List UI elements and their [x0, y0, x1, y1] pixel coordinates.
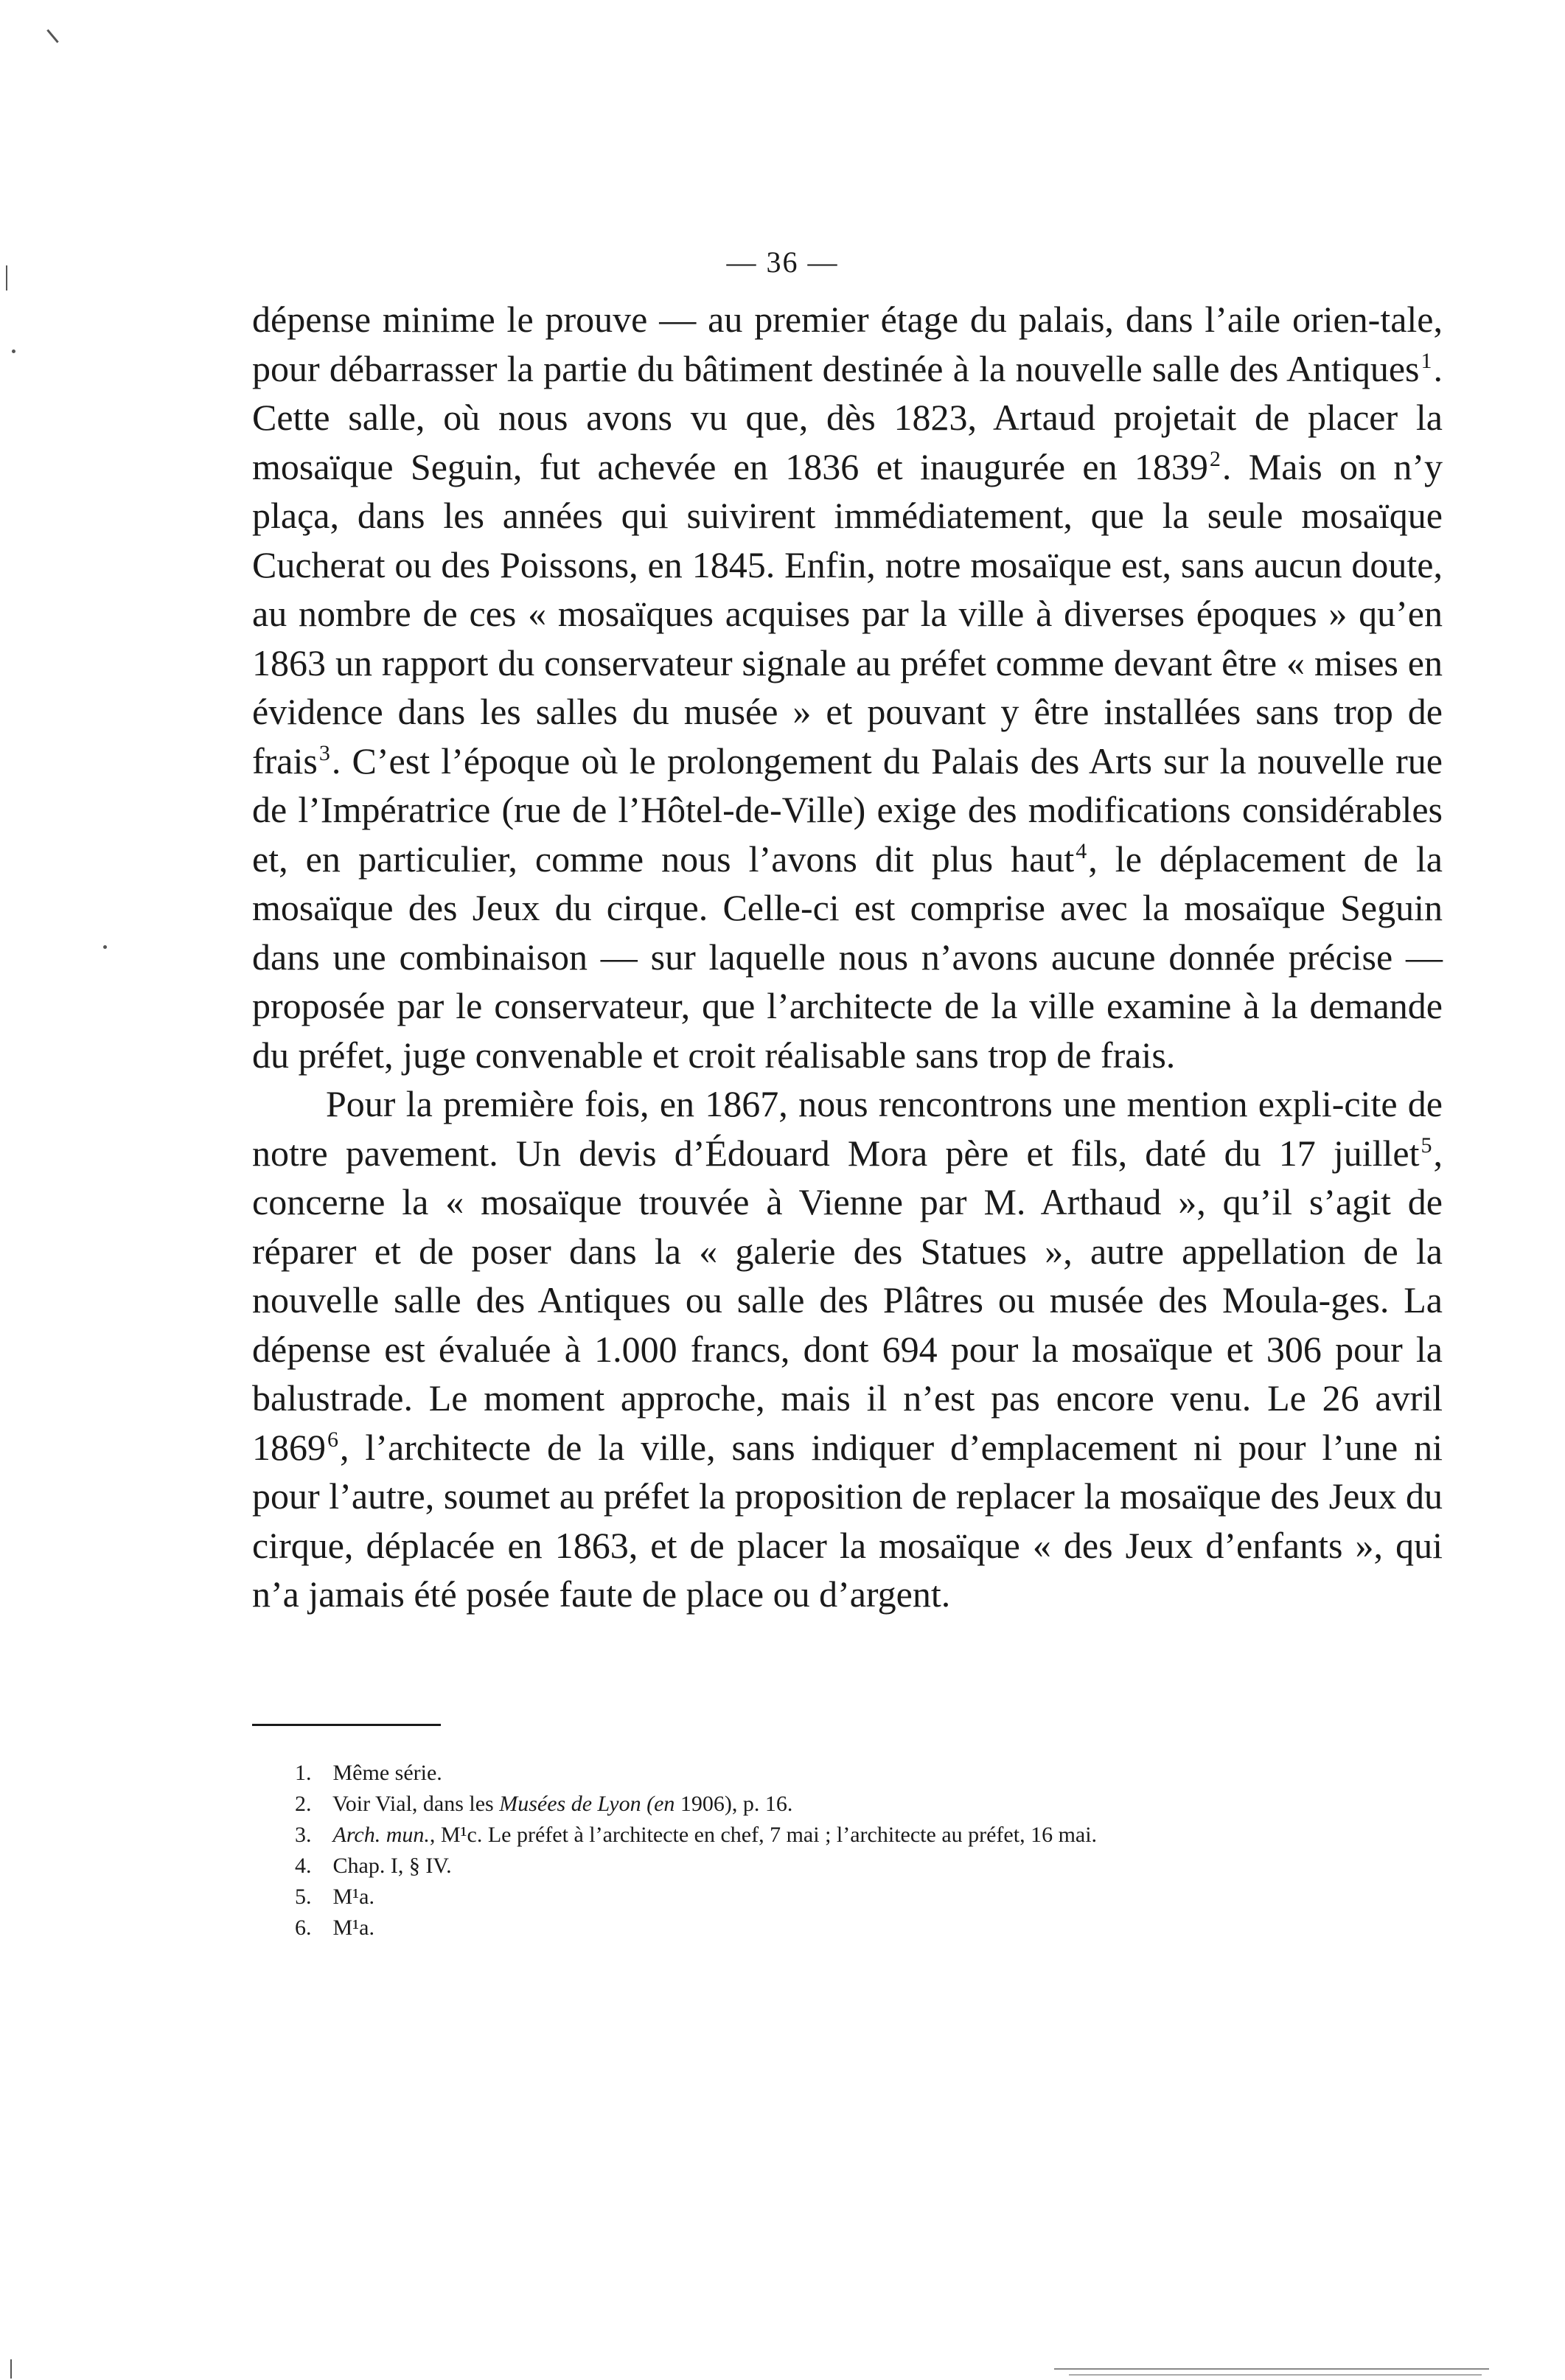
scan-mark	[12, 349, 15, 353]
footnote-number: 1.	[295, 1761, 312, 1785]
footnote-ref: 4	[1076, 838, 1087, 863]
footnote-text: Chap. I, § IV.	[332, 1854, 452, 1878]
footnote-text: M¹a.	[332, 1885, 374, 1909]
footnote-number: 6.	[295, 1916, 312, 1940]
footnote-text: , M¹c. Le préfet à l’architecte en chef, 7 mai ; l’architecte au préfet, 16 mai.	[429, 1823, 1098, 1847]
text-segment: . C’est l’époque où le prolongement du Palais des Arts sur la nouvelle rue de l’Impératrice (rue de l’Hôtel-de-Ville) exige des modifications considérables et, en particulier, comme nous l’avons dit plus haut	[252, 740, 1443, 880]
body-text	[252, 295, 1443, 1619]
footnote-text: Même série.	[332, 1761, 442, 1785]
text-segment: . Mais on n’y plaça, dans les années qui suivirent immédiatement, que la seule mosaïque Cucherat ou des Poissons, en 1845. Enfin, notre mosaïque est, sans aucun doute, au nombre de ces « mosaïques acquises par la ville à diverses époques » qu’en 1863 un rapport du conservateur signale au préfet comme devant être « mises en évidence dans les salles du musée » et pouvant y être installées sans trop de frais	[252, 445, 1443, 782]
footnote	[295, 1758, 1386, 1789]
footnote-separator	[252, 1724, 441, 1726]
scan-mark	[103, 945, 107, 949]
footnote-ref: 5	[1421, 1132, 1432, 1158]
footnote-italic: Arch. mun.	[332, 1823, 430, 1847]
footnote	[295, 1913, 1386, 1944]
footnote-ref: 1	[1421, 348, 1432, 373]
text-segment: dépense minime le prouve — au premier étage du palais, dans l’aile orien-tale, pour débarrasser la partie du bâtiment destinée à la nouvelle salle des Antiques	[252, 299, 1443, 389]
scan-mark	[1069, 2374, 1482, 2376]
footnote-number: 4.	[295, 1854, 312, 1878]
footnote	[295, 1789, 1386, 1820]
paragraph-1	[252, 295, 1443, 1079]
page-number: — 36 —	[726, 246, 839, 279]
footnote	[295, 1851, 1386, 1882]
footnote-number: 5.	[295, 1885, 312, 1909]
footnote-ref: 3	[318, 740, 330, 765]
scan-mark	[10, 2359, 12, 2379]
footnote	[295, 1820, 1386, 1851]
text-segment: , le déplacement de la mosaïque des Jeux du cirque. Celle-ci est comprise avec la mosaïque Seguin dans une combinaison — sur laquelle nous n’avons aucune donnée précise — proposée par le conservateur, que l’architecte de la ville examine à la demande du préfet, juge convenable et croit réalisable sans trop de frais.	[252, 838, 1443, 1076]
footnote-text: Voir Vial, dans les	[332, 1792, 500, 1816]
footnote-number: 2.	[295, 1792, 312, 1816]
scan-mark	[1054, 2368, 1489, 2370]
footnotes	[295, 1758, 1386, 1944]
footnote-text: 1906), p. 16.	[675, 1792, 793, 1816]
footnote-text: M¹a.	[332, 1916, 374, 1940]
text-segment: , l’architecte de la ville, sans indiquer d’emplacement ni pour l’une ni pour l’autre, soumet au préfet la proposition de replacer la mosaïque des Jeux du cirque, déplacée en 1863, et de placer la mosaïque « des Jeux d’enfants », qui n’a jamais été posée faute de place ou d’argent.	[252, 1426, 1443, 1615]
text-segment: Pour la première fois, en 1867, nous rencontrons une mention expli-cite de notre pavement. Un devis d’Édouard Mora père et fils, daté du 17 juillet	[252, 1083, 1443, 1174]
footnote-italic: Musées de Lyon (en	[499, 1792, 675, 1816]
text-segment: . Cette salle, où nous avons vu que, dès 1823, Artaud projetait de placer la mosaïque Seguin, fut achevée en 1836 et inaugurée en 1839	[252, 347, 1443, 487]
text-segment: , concerne la « mosaïque trouvée à Vienne par M. Arthaud », qu’il s’agit de réparer et de poser dans la « galerie des Statues », autre appellation de la nouvelle salle des Antiques ou salle des Plâtres ou musée des Moula-ges. La dépense est évaluée à 1.000 francs, dont 694 pour la mosaïque et 306 pour la balustrade. Le moment approche, mais il n’est pas encore venu. Le 26 avril 1869	[252, 1132, 1443, 1468]
footnote-number: 3.	[295, 1823, 312, 1847]
footnote-ref: 2	[1209, 446, 1221, 471]
paragraph-2	[252, 1079, 1443, 1619]
scan-mark	[46, 29, 58, 44]
footnote-ref: 6	[327, 1427, 338, 1452]
footnote	[295, 1882, 1386, 1913]
